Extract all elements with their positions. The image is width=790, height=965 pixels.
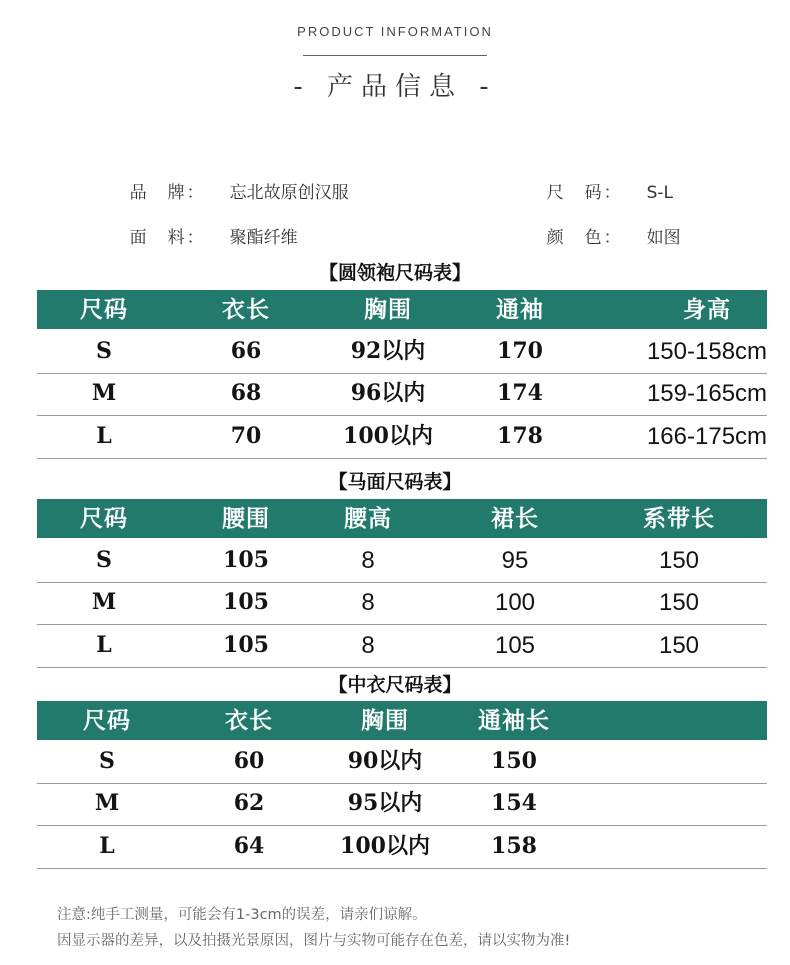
table-cell: 70	[230, 423, 262, 449]
table-row	[37, 740, 767, 784]
column-header: 身高	[683, 296, 731, 323]
table-cell: S	[96, 547, 112, 573]
column-header: 系带长	[643, 505, 715, 532]
inner-garment-table-header	[37, 701, 767, 740]
column-header: 尺码	[80, 505, 128, 532]
table-cell: 150-158cm	[646, 338, 768, 365]
table-cell: 178	[497, 423, 543, 449]
table-cell: 92以内	[350, 338, 426, 364]
table-cell: L	[96, 632, 112, 658]
info-size-label: 尺 码：	[546, 183, 623, 203]
table-row	[37, 825, 767, 869]
table-cell: 154	[491, 790, 537, 816]
table-cell: 159-165cm	[646, 380, 768, 407]
table-cell: 105	[223, 547, 269, 573]
table-cell: S	[99, 748, 115, 774]
table-row	[37, 330, 767, 374]
table-cell: 62	[233, 790, 265, 816]
column-header: 衣长	[225, 707, 273, 734]
column-header: 通袖长	[478, 707, 550, 734]
table-cell: 100以内	[343, 423, 433, 449]
table-cell: M	[91, 589, 117, 615]
note-color-difference: 因显示器的差异，以及拍摄光景原因，图片与实物可能存在色差，请以实物为准!	[57, 933, 571, 949]
table-cell: 8	[361, 632, 375, 659]
info-fabric-label: 面 料：	[129, 228, 206, 248]
table-cell: 150	[658, 632, 700, 659]
table-cell: 66	[230, 338, 262, 364]
table-cell: 158	[491, 833, 537, 859]
info-color-value: 如图	[646, 228, 681, 248]
column-header: 尺码	[83, 707, 131, 734]
table-cell: 96以内	[350, 380, 426, 406]
info-size-value: S-L	[646, 183, 674, 203]
column-header: 裙长	[491, 505, 539, 532]
table-cell: 174	[497, 380, 543, 406]
table-cell: 60	[233, 748, 265, 774]
table-cell: 150	[658, 589, 700, 616]
column-header: 胸围	[364, 296, 412, 323]
column-header: 尺码	[80, 296, 128, 323]
table-cell: L	[96, 423, 112, 449]
column-header: 腰高	[344, 505, 392, 532]
table-cell: 105	[223, 632, 269, 658]
inner-garment-table-title: 【中衣尺码表】	[328, 674, 462, 696]
table-cell: 100	[494, 589, 536, 616]
table-cell: S	[96, 338, 112, 364]
info-brand-label: 品 牌：	[129, 183, 206, 203]
table-row	[37, 415, 767, 459]
table-cell: M	[94, 790, 120, 816]
table-cell: L	[99, 833, 115, 859]
table-cell: 95以内	[347, 790, 423, 816]
info-fabric-value: 聚酯纤维	[229, 228, 298, 248]
table-cell: 170	[497, 338, 543, 364]
table-cell: 8	[361, 547, 375, 574]
table-cell: 166-175cm	[646, 423, 768, 450]
table-cell: 150	[491, 748, 537, 774]
table-row	[37, 372, 767, 416]
column-header: 胸围	[361, 707, 409, 734]
table-cell: 95	[501, 547, 529, 574]
table-row	[37, 782, 767, 826]
table-cell: 100以内	[340, 833, 430, 859]
table-row	[37, 581, 767, 625]
header-title-en: PRODUCT INFORMATION	[297, 24, 493, 39]
header-divider	[303, 55, 487, 56]
round-collar-robe-table-header	[37, 290, 767, 329]
table-row	[37, 539, 767, 583]
table-cell: M	[91, 380, 117, 406]
column-header: 衣长	[222, 296, 270, 323]
table-cell: 90以内	[347, 748, 423, 774]
mamian-skirt-table-title: 【马面尺码表】	[328, 471, 462, 493]
info-brand-value: 忘北故原创汉服	[229, 183, 349, 203]
table-cell: 105	[223, 589, 269, 615]
column-header: 通袖	[496, 296, 544, 323]
info-color-label: 颜 色：	[546, 228, 623, 248]
mamian-skirt-table-header	[37, 499, 767, 538]
table-cell: 64	[233, 833, 265, 859]
table-cell: 8	[361, 589, 375, 616]
table-cell: 68	[230, 380, 262, 406]
round-collar-robe-table-title: 【圆领袍尺码表】	[318, 262, 471, 284]
table-cell: 105	[494, 632, 536, 659]
note-measurement: 注意:纯手工测量，可能会有1-3cm的误差，请亲们谅解。	[57, 907, 427, 923]
header-title-cn: - 产品信息 -	[293, 72, 497, 102]
table-row	[37, 624, 767, 668]
table-cell: 150	[658, 547, 700, 574]
column-header: 腰围	[222, 505, 270, 532]
